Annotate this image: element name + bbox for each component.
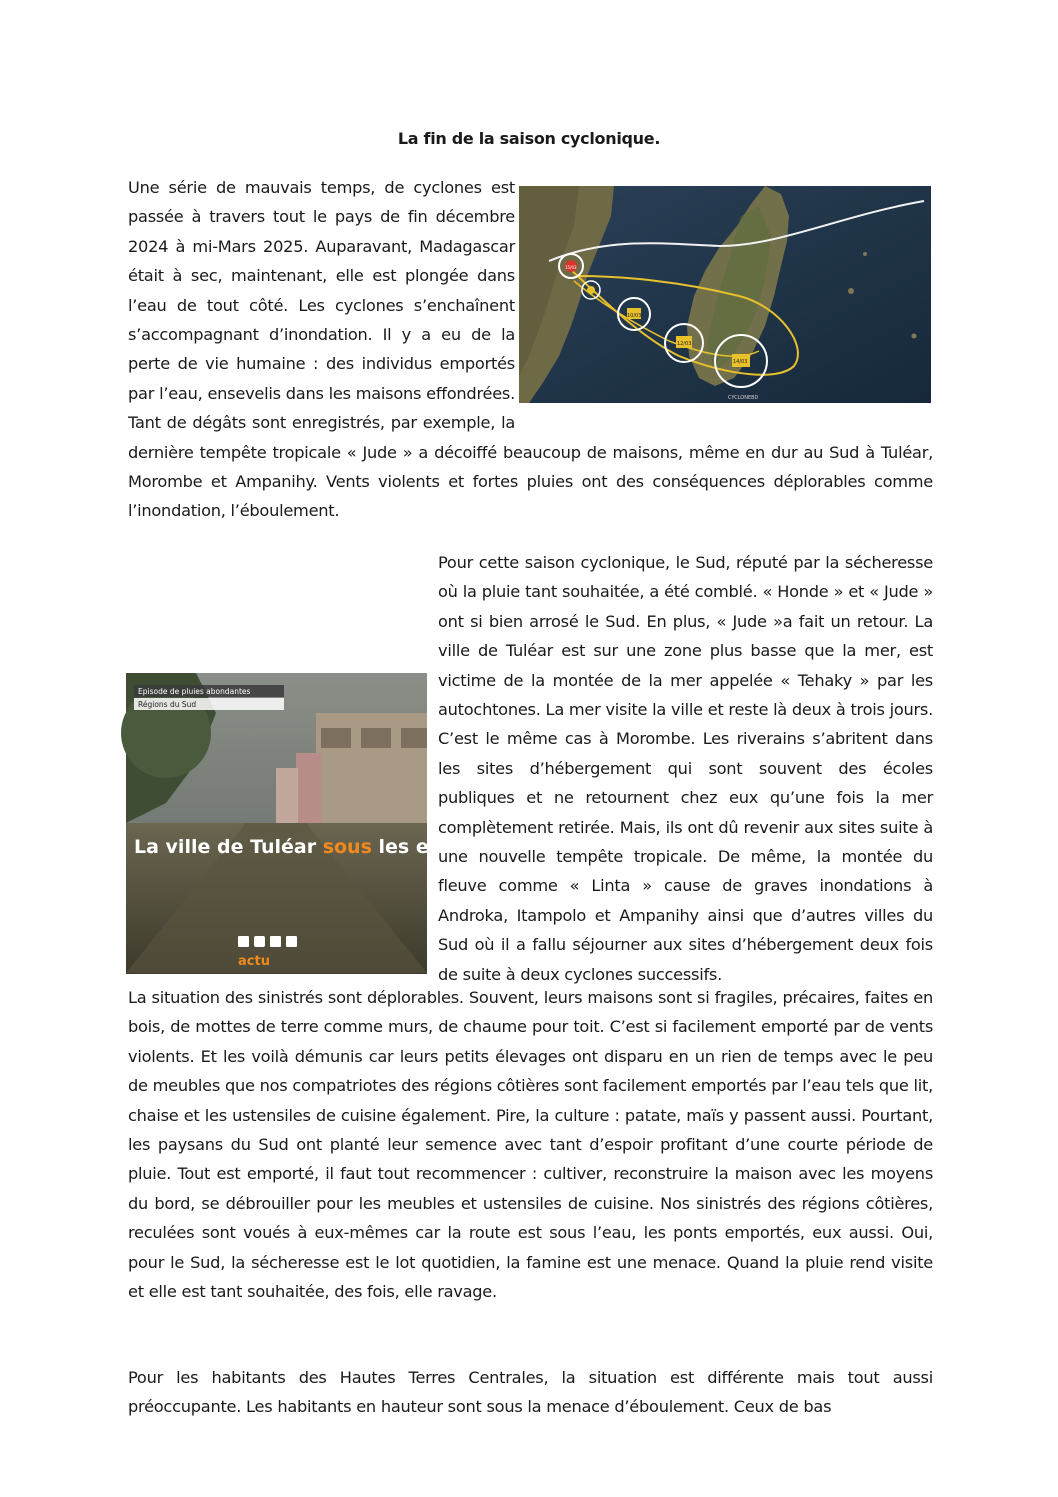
paragraph-3: La situation des sinistrés sont déplorables. Souvent, leurs maisons sont si fragiles, précaires, faites en bois, de mottes de terre comme murs, de chaume pour toit. C’est si facilement emporté par de vents violents. Et les voilà démunis car leurs petits élevages ont disparu en un rien de temps avec le peu de meubles que nos compatriotes des régions côtières sont facilement emportés par l’eau tels que lit, chaise et les ustensiles de cuisine également. Pire, la culture : patate, maïs y passent aussi. Pourtant, les paysans du Sud ont planté leur semence avec tant d’espoir profitant d’une courte période de pluie. Tout est emporté, il faut tout recommencer : cultiver, reconstruire la maison avec les moyens du bord, se débrouiller pour les meubles et ustensiles de cuisine. Nos sinistrés des régions côtières, reculées sont voués à eux-mêmes car la route est sous l’eau, les ponts emportés, eux aussi. Oui, pour le Sud, la sécheresse est le lot quotidien, la famine est une menace. Quand la pluie rend visite et elle est tant souhaitée, des fois, elle ravage. xyxy=(128,988,933,1302)
photo-float-spacer xyxy=(128,666,438,966)
article-body-2 xyxy=(128,548,933,989)
map-float-spacer xyxy=(515,173,933,417)
paragraph-2: Pour cette saison cyclonique, le Sud, réputé par la sécheresse où la pluie tant souhaitée, a été comblé. « Honde » et « Jude » ont si bien arrosé le Sud. En plus, « Jude »a fait un retour. La ville de Tuléar est sur une zone plus basse que la mer, est victime de la montée de la mer appelée « Tehaky » par les autochtones. La mer visite la ville et reste là deux à trois jours. C’est le même cas à Morombe. Les riverains s’abritent dans les sites d’hébergement qui sont souvent des écoles publiques et ne retournent chez eux qu’une fois la mer complètement retirée. Mais, ils ont dû revenir aux sites suite à une nouvelle tempête tropicale. De même, la montée du fleuve comme « Linta » cause de graves inondations à Androka, Itampolo et Ampanihy ainsi que d’autres villes du Sud où il a fallu séjourner aux sites d’hébergement deux fois de suite à deux cyclones successifs. xyxy=(438,553,933,984)
article-body-4 xyxy=(128,1363,933,1422)
track-label: 10/03 xyxy=(627,313,642,319)
track-label: 12/03 xyxy=(677,341,692,347)
photo-headline-highlight: sous xyxy=(322,836,372,858)
page-title: La fin de la saison cyclonique. xyxy=(397,129,661,148)
map-credit: CYCLONEBD xyxy=(728,395,759,401)
article-body-3 xyxy=(128,983,933,1306)
paragraph-1: Une série de mauvais temps, de cyclones est passée à travers tout le pays de fin décembre 2024 à mi-Mars 2025. Auparavant, Madagascar était à sec, maintenant, elle est plongée dans l’eau de tout côté. Les cyclones s’enchaînent s’accompagnant d’inondation. Il y a eu de la perte de vie humaine : des individus emportés par l’eau, ensevelis dans les maisons effondrées. Tant de dégâts sont enregistrés, par exemple, la dernière tempête tropicale « Jude » a décoiffé beaucoup de maisons, même en dur au Sud à Tuléar, Morombe et Ampanihy. Vents violents et fortes pluies ont des conséquences déplorables comme l’inondation, l’éboulement. xyxy=(128,178,933,521)
paragraph-4: Pour les habitants des Hautes Terres Centrales, la situation est différente mais tout aussi préoccupante. Les habitants en hauteur sont sous la menace d’éboulement. Ceux de bas xyxy=(128,1368,933,1417)
photo-brand: actu xyxy=(238,954,270,969)
photo-tag-category: Episode de pluies abondantes xyxy=(138,687,251,696)
article-body xyxy=(128,173,933,526)
track-label: 15/03 xyxy=(565,265,577,270)
photo-headline-part1: La ville de Tuléar xyxy=(134,836,323,858)
track-label: 14/03 xyxy=(733,359,748,365)
photo-headline-part2: les eaux xyxy=(371,836,468,858)
photo-tag-region: Régions du Sud xyxy=(138,700,197,709)
